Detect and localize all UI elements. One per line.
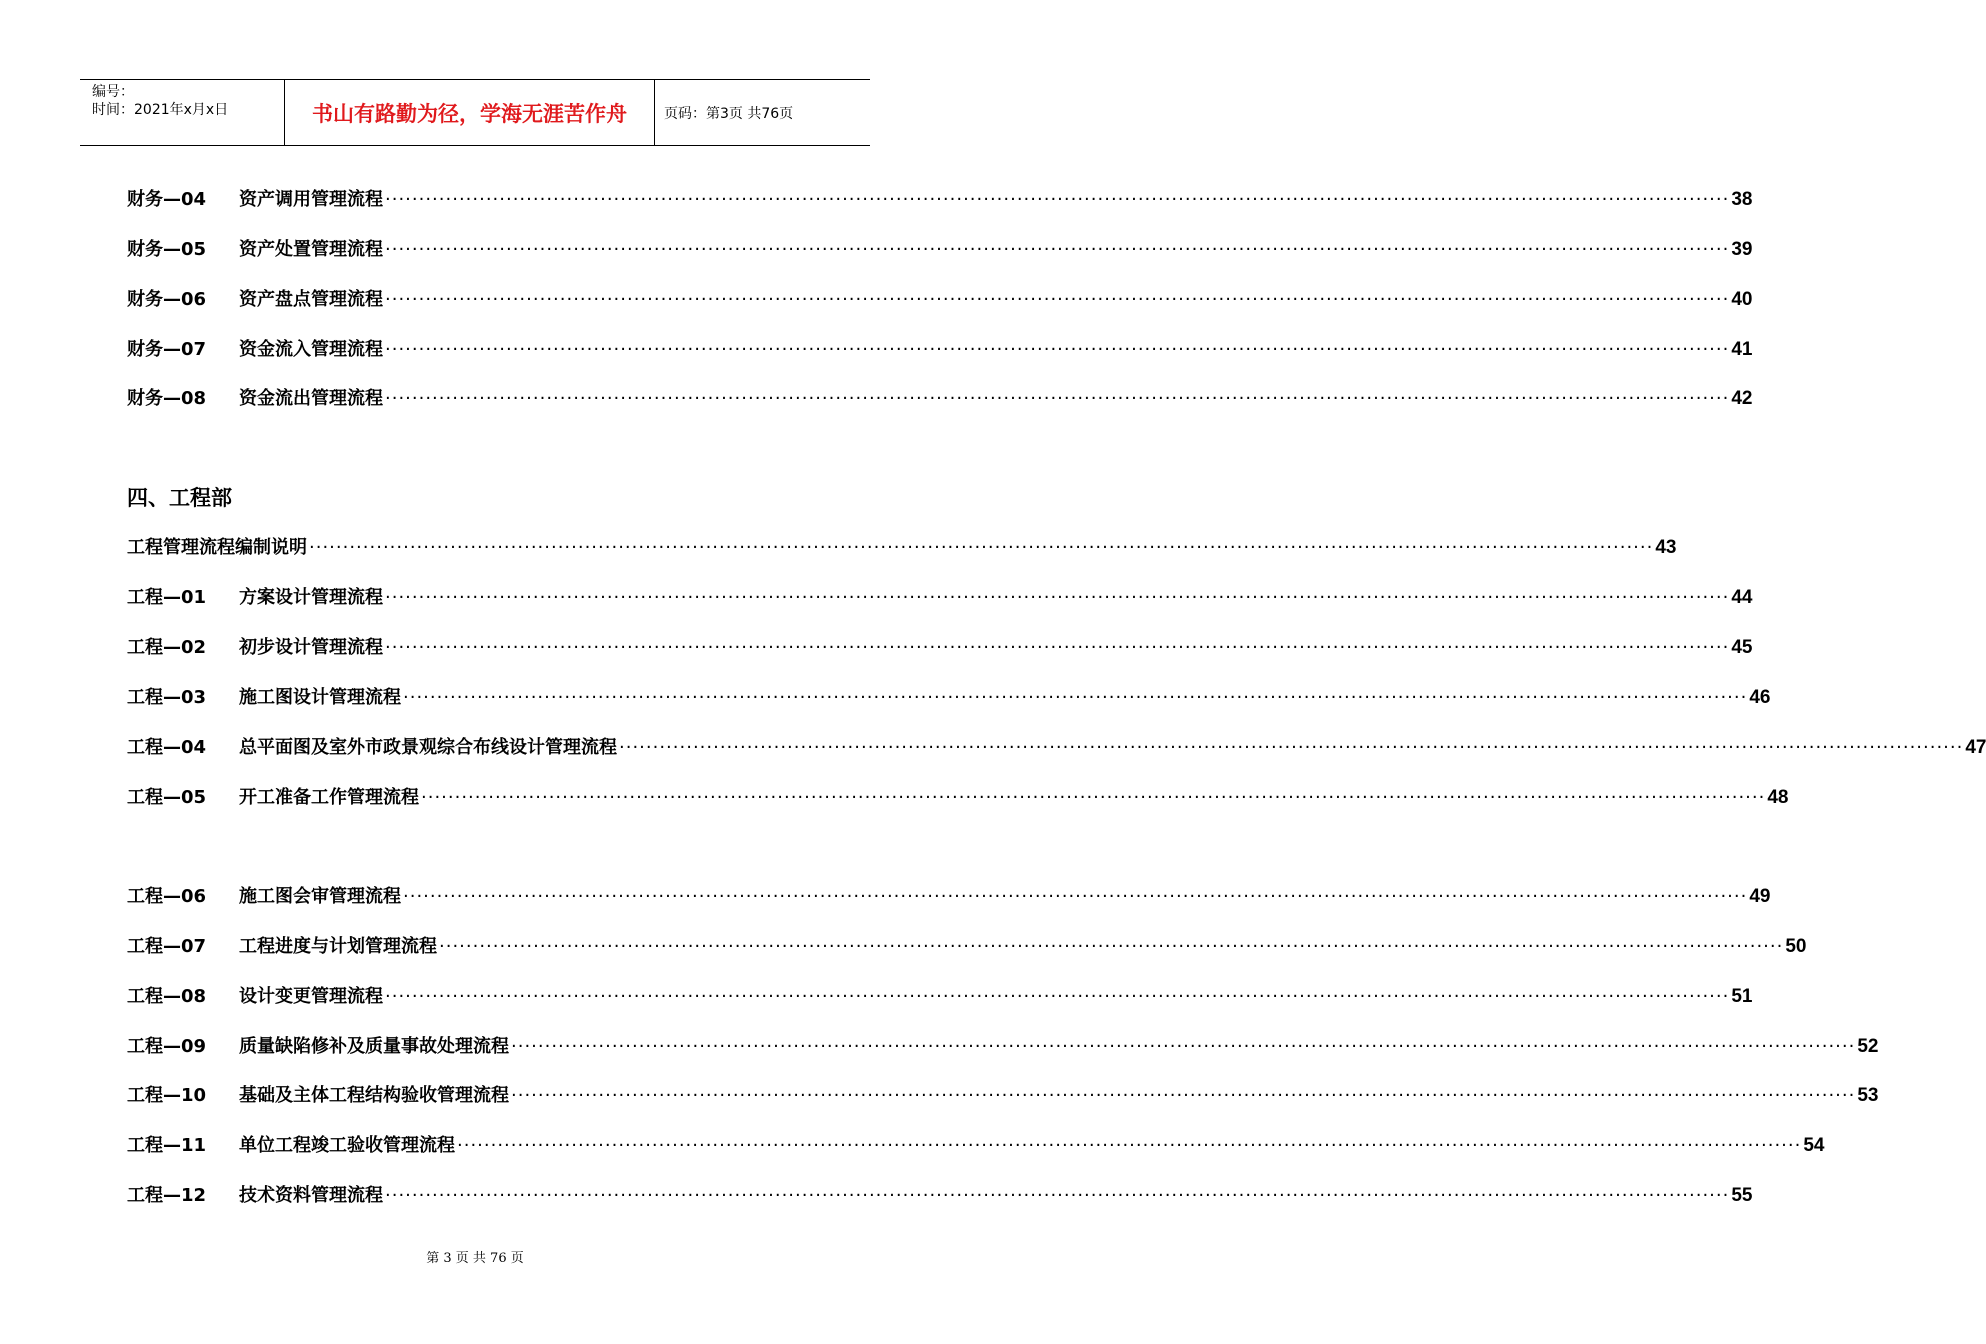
toc-leader-dots: ········································································································································································································ bbox=[385, 587, 1730, 608]
toc-entry-code: 财务—07 bbox=[127, 339, 207, 360]
toc-entry-page: 53 bbox=[1857, 1085, 1879, 1106]
toc-entry[interactable] bbox=[127, 733, 1986, 763]
header-page-info: 页码：第3页 共76页 bbox=[664, 105, 794, 122]
page-footer: 第 3 页 共 76 页 bbox=[426, 1251, 524, 1266]
toc-entry[interactable] bbox=[127, 335, 1753, 365]
toc-entry-page: 42 bbox=[1731, 388, 1753, 409]
toc-entry-title: 总平面图及室外市政景观综合布线设计管理流程 bbox=[239, 737, 617, 758]
toc-entry-code: 财务—05 bbox=[127, 239, 207, 260]
toc-entry[interactable] bbox=[127, 384, 1753, 414]
toc-leader-dots: ········································································································································································································ bbox=[385, 1185, 1730, 1206]
toc-leader-dots: ········································································································································································································ bbox=[385, 388, 1730, 409]
toc-entry-title: 工程管理流程编制说明 bbox=[127, 537, 307, 558]
toc-entry[interactable] bbox=[127, 285, 1753, 315]
header-slogan: 书山有路勤为径，学海无涯苦作舟 bbox=[285, 80, 655, 145]
toc-leader-dots: ········································································································································································································ bbox=[511, 1036, 1856, 1057]
toc-entry-page: 45 bbox=[1731, 637, 1753, 658]
toc-entry-page: 55 bbox=[1731, 1185, 1753, 1206]
toc-entry-page: 52 bbox=[1857, 1036, 1879, 1057]
toc-entry-page: 43 bbox=[1655, 537, 1677, 558]
toc-leader-dots: ········································································································································································································ bbox=[403, 886, 1748, 907]
toc-entry-code: 工程—03 bbox=[127, 687, 207, 708]
toc-entry-title: 质量缺陷修补及质量事故处理流程 bbox=[239, 1036, 509, 1057]
toc-entry-title: 技术资料管理流程 bbox=[239, 1185, 383, 1206]
toc-entry-page: 51 bbox=[1731, 986, 1753, 1007]
toc-entry-code: 工程—02 bbox=[127, 637, 207, 658]
header-time-label: 时间：2021年x月x日 bbox=[92, 102, 229, 118]
toc-entry-code: 工程—12 bbox=[127, 1185, 207, 1206]
toc-leader-dots: ········································································································································································································ bbox=[439, 936, 1784, 957]
toc-leader-dots: ········································································································································································································ bbox=[385, 189, 1730, 210]
toc-entry-page: 40 bbox=[1731, 289, 1753, 310]
toc-leader-dots: ········································································································································································································ bbox=[385, 289, 1730, 310]
toc-entry-code: 工程—01 bbox=[127, 587, 207, 608]
toc-entry-page: 41 bbox=[1731, 339, 1753, 360]
toc-entry[interactable] bbox=[127, 683, 1771, 713]
toc-entry-page: 48 bbox=[1767, 787, 1789, 808]
header-number-label: 编号： bbox=[92, 84, 134, 100]
toc-entry-title: 施工图会审管理流程 bbox=[239, 886, 401, 907]
toc-entry-code: 工程—08 bbox=[127, 986, 207, 1007]
toc-entry-title: 资产盘点管理流程 bbox=[239, 289, 383, 310]
toc-entry-title: 设计变更管理流程 bbox=[239, 986, 383, 1007]
toc-entry[interactable] bbox=[127, 1131, 1825, 1161]
toc-entry-page: 47 bbox=[1965, 737, 1986, 758]
toc-entry-code: 工程—11 bbox=[127, 1135, 207, 1156]
toc-entry[interactable] bbox=[127, 185, 1753, 215]
toc-leader-dots: ········································································································································································································ bbox=[385, 986, 1730, 1007]
toc-entry-page: 50 bbox=[1785, 936, 1807, 957]
toc-leader-dots: ········································································································································································································ bbox=[385, 339, 1730, 360]
toc-entry-page: 44 bbox=[1731, 587, 1753, 608]
toc-leader-dots: ········································································································································································································ bbox=[421, 787, 1766, 808]
toc-entry[interactable] bbox=[127, 1181, 1753, 1211]
toc-leader-dots: ········································································································································································································ bbox=[457, 1135, 1802, 1156]
toc-leader-dots: ········································································································································································································ bbox=[309, 537, 1654, 558]
toc-entry-code: 工程—07 bbox=[127, 936, 207, 957]
toc-entry-page: 49 bbox=[1749, 886, 1771, 907]
toc-entry-title: 基础及主体工程结构验收管理流程 bbox=[239, 1085, 509, 1106]
section-title-engineering: 四、工程部 bbox=[127, 486, 232, 510]
toc-entry-code: 财务—08 bbox=[127, 388, 207, 409]
toc-entry-page: 46 bbox=[1749, 687, 1771, 708]
toc-entry[interactable] bbox=[127, 1032, 1879, 1062]
toc-entry[interactable] bbox=[127, 882, 1771, 912]
toc-leader-dots: ········································································································································································································ bbox=[385, 637, 1730, 658]
toc-leader-dots: ········································································································································································································ bbox=[385, 239, 1730, 260]
toc-entry-title: 方案设计管理流程 bbox=[239, 587, 383, 608]
toc-entry-title: 工程进度与计划管理流程 bbox=[239, 936, 437, 957]
toc-entry[interactable] bbox=[127, 235, 1753, 265]
toc-entry-title: 开工准备工作管理流程 bbox=[239, 787, 419, 808]
toc-leader-dots: ········································································································································································································ bbox=[619, 737, 1964, 758]
toc-entry-title: 资金流出管理流程 bbox=[239, 388, 383, 409]
toc-entry[interactable] bbox=[127, 1081, 1879, 1111]
toc-entry-code: 工程—06 bbox=[127, 886, 207, 907]
toc-leader-dots: ········································································································································································································ bbox=[403, 687, 1748, 708]
toc-leader-dots: ········································································································································································································ bbox=[511, 1085, 1856, 1106]
toc-entry-page: 38 bbox=[1731, 189, 1753, 210]
toc-entry-title: 单位工程竣工验收管理流程 bbox=[239, 1135, 455, 1156]
toc-entry-title: 施工图设计管理流程 bbox=[239, 687, 401, 708]
toc-entry-code: 工程—05 bbox=[127, 787, 207, 808]
toc-entry[interactable] bbox=[127, 583, 1753, 613]
toc-entry[interactable] bbox=[127, 533, 1677, 563]
toc-entry-code: 财务—06 bbox=[127, 289, 207, 310]
toc-entry-code: 工程—04 bbox=[127, 737, 207, 758]
header-meta bbox=[80, 80, 285, 145]
toc-entry-title: 初步设计管理流程 bbox=[239, 637, 383, 658]
toc-entry[interactable] bbox=[127, 783, 1789, 813]
toc-entry-page: 54 bbox=[1803, 1135, 1825, 1156]
page-header bbox=[80, 79, 870, 146]
toc-entry-title: 资产处置管理流程 bbox=[239, 239, 383, 260]
toc-entry-code: 工程—10 bbox=[127, 1085, 207, 1106]
toc-entry-title: 资产调用管理流程 bbox=[239, 189, 383, 210]
toc-entry-title: 资金流入管理流程 bbox=[239, 339, 383, 360]
toc-entry[interactable] bbox=[127, 633, 1753, 663]
toc-entry[interactable] bbox=[127, 982, 1753, 1012]
toc-entry-code: 工程—09 bbox=[127, 1036, 207, 1057]
toc-entry[interactable] bbox=[127, 932, 1807, 962]
toc-entry-page: 39 bbox=[1731, 239, 1753, 260]
toc-entry-code: 财务—04 bbox=[127, 189, 207, 210]
